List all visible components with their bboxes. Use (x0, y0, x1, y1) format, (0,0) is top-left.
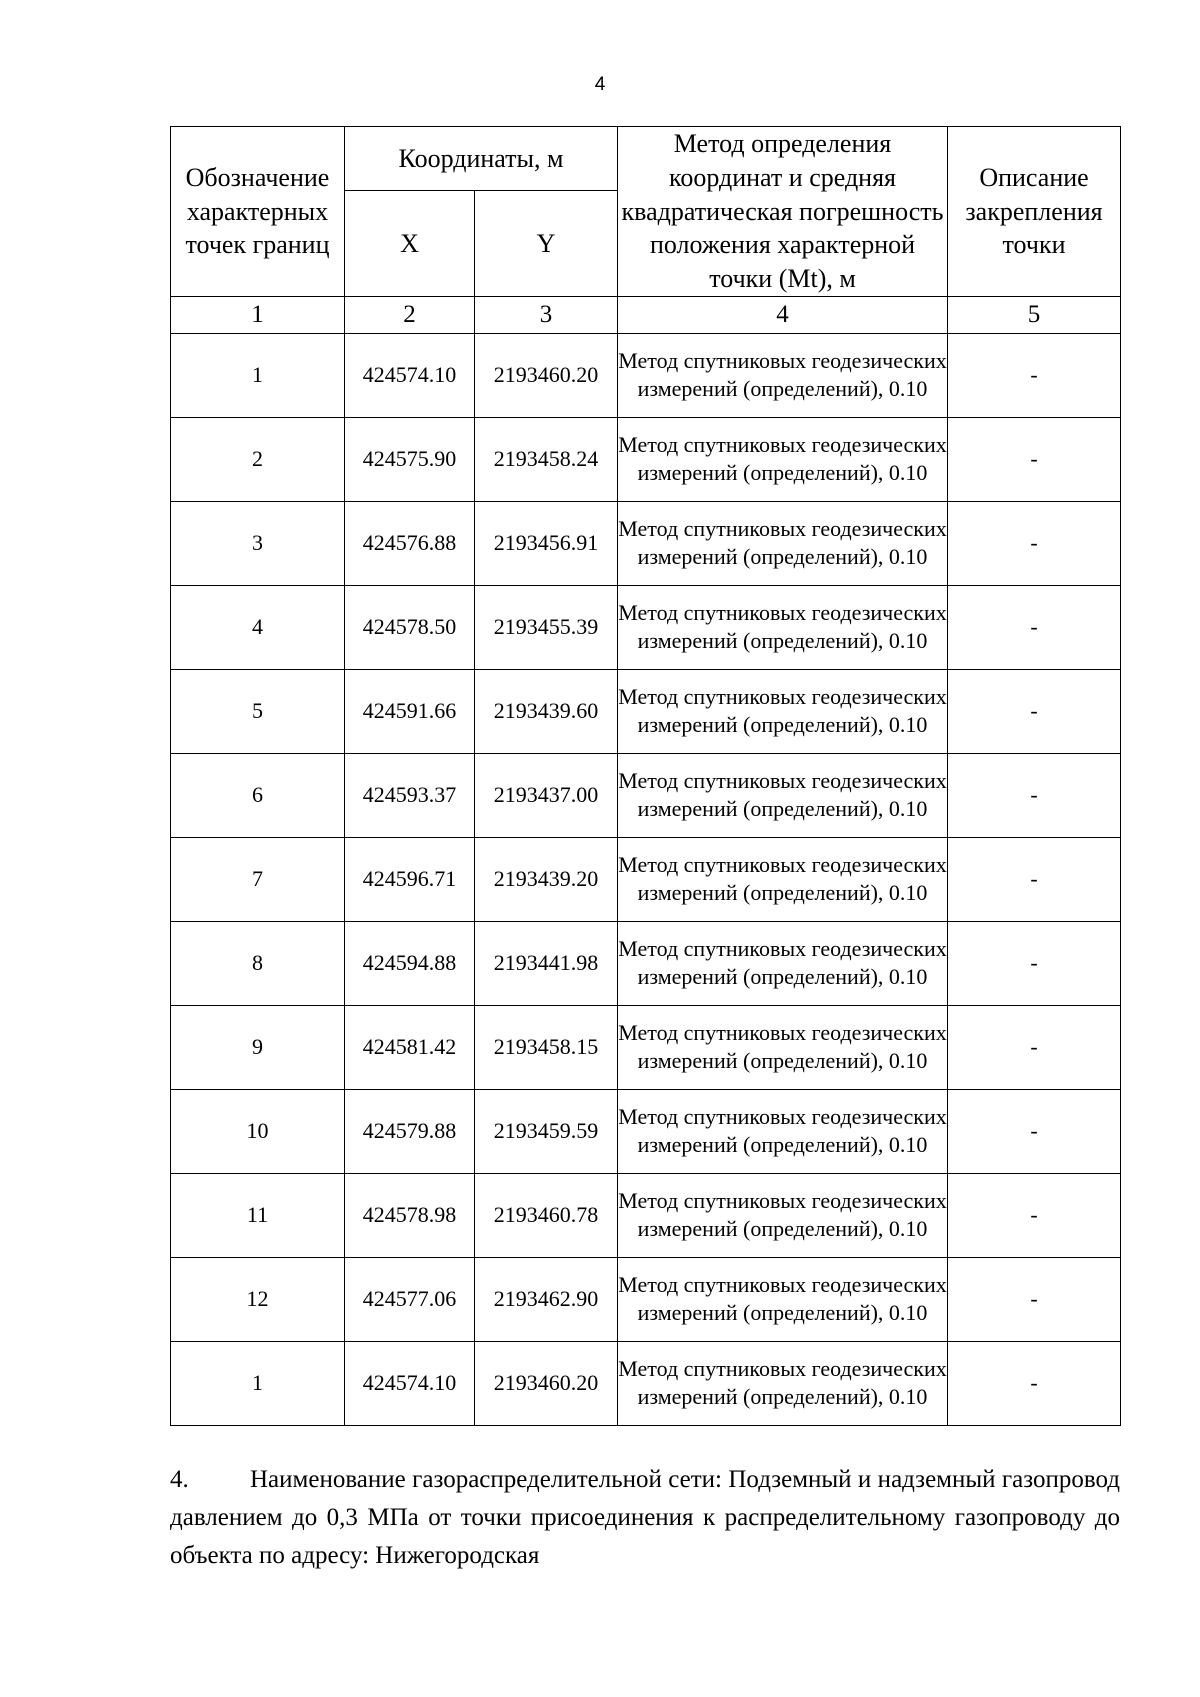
y-cell: 2193458.15 (475, 1005, 618, 1089)
x-cell: 424577.06 (345, 1257, 475, 1341)
description-cell: - (948, 1257, 1121, 1341)
y-cell: 2193462.90 (475, 1257, 618, 1341)
column-number: 2 (345, 296, 475, 333)
x-cell: 424574.10 (345, 1341, 475, 1425)
x-cell: 424591.66 (345, 669, 475, 753)
header-x: X (345, 191, 475, 297)
table-row (171, 1005, 1121, 1089)
x-cell: 424576.88 (345, 501, 475, 585)
method-cell: Метод спутниковых геодезических измерений (определений), 0.10 (618, 1005, 948, 1089)
point-cell: 12 (171, 1257, 345, 1341)
header-description: Описание закрепления точки (948, 127, 1121, 297)
description-cell: - (948, 753, 1121, 837)
column-numbers-row (171, 296, 1121, 333)
table-row (171, 1089, 1121, 1173)
method-cell: Метод спутниковых геодезических измерений (определений), 0.10 (618, 1089, 948, 1173)
coordinates-table (170, 126, 1121, 1426)
x-cell: 424578.98 (345, 1173, 475, 1257)
point-cell: 10 (171, 1089, 345, 1173)
description-cell: - (948, 1341, 1121, 1425)
header-designation: Обозначение характерных точек границ (171, 127, 345, 297)
x-cell: 424574.10 (345, 333, 475, 417)
header-method: Метод определения координат и средняя квадратическая погрешность положения характерной точки (Mt), м (618, 127, 948, 297)
table-row (171, 669, 1121, 753)
method-cell: Метод спутниковых геодезических измерений (определений), 0.10 (618, 753, 948, 837)
y-cell: 2193455.39 (475, 585, 618, 669)
method-cell: Метод спутниковых геодезических измерений (определений), 0.10 (618, 669, 948, 753)
table-row (171, 333, 1121, 417)
y-cell: 2193458.24 (475, 417, 618, 501)
description-cell: - (948, 669, 1121, 753)
x-cell: 424596.71 (345, 837, 475, 921)
table-row (171, 1257, 1121, 1341)
method-cell: Метод спутниковых геодезических измерений (определений), 0.10 (618, 921, 948, 1005)
point-cell: 6 (171, 753, 345, 837)
method-cell: Метод спутниковых геодезических измерений (определений), 0.10 (618, 837, 948, 921)
point-cell: 4 (171, 585, 345, 669)
method-cell: Метод спутниковых геодезических измерений (определений), 0.10 (618, 1173, 948, 1257)
description-cell: - (948, 837, 1121, 921)
paragraph-text: Наименование газораспределительной сети: Подземный и надземный газопровод давлением до 0,3 МПа от точки присоединения к распределительному газопроводу до объекта по адресу: Нижегородская (170, 1466, 1120, 1569)
method-cell: Метод спутниковых геодезических измерений (определений), 0.10 (618, 1341, 948, 1425)
description-cell: - (948, 501, 1121, 585)
point-cell: 5 (171, 669, 345, 753)
method-cell: Метод спутниковых геодезических измерений (определений), 0.10 (618, 501, 948, 585)
description-cell: - (948, 1089, 1121, 1173)
y-cell: 2193439.60 (475, 669, 618, 753)
method-cell: Метод спутниковых геодезических измерений (определений), 0.10 (618, 333, 948, 417)
gas-network-paragraph (170, 1461, 1120, 1575)
table-row (171, 1341, 1121, 1425)
x-cell: 424594.88 (345, 921, 475, 1005)
header-y: Y (475, 191, 618, 297)
x-cell: 424579.88 (345, 1089, 475, 1173)
x-cell: 424578.50 (345, 585, 475, 669)
x-cell: 424581.42 (345, 1005, 475, 1089)
point-cell: 9 (171, 1005, 345, 1089)
point-cell: 11 (171, 1173, 345, 1257)
description-cell: - (948, 1173, 1121, 1257)
x-cell: 424593.37 (345, 753, 475, 837)
table-row (171, 753, 1121, 837)
description-cell: - (948, 417, 1121, 501)
column-number: 4 (618, 296, 948, 333)
point-cell: 1 (171, 333, 345, 417)
table-row (171, 837, 1121, 921)
y-cell: 2193459.59 (475, 1089, 618, 1173)
point-cell: 3 (171, 501, 345, 585)
column-number: 5 (948, 296, 1121, 333)
y-cell: 2193460.20 (475, 1341, 618, 1425)
y-cell: 2193460.20 (475, 333, 618, 417)
method-cell: Метод спутниковых геодезических измерений (определений), 0.10 (618, 585, 948, 669)
description-cell: - (948, 1005, 1121, 1089)
column-number: 3 (475, 296, 618, 333)
header-coordinates: Координаты, м (345, 127, 618, 191)
page-number: 4 (594, 74, 606, 95)
y-cell: 2193441.98 (475, 921, 618, 1005)
table-row (171, 921, 1121, 1005)
x-cell: 424575.90 (345, 417, 475, 501)
point-cell: 1 (171, 1341, 345, 1425)
description-cell: - (948, 333, 1121, 417)
table-row (171, 501, 1121, 585)
point-cell: 8 (171, 921, 345, 1005)
y-cell: 2193439.20 (475, 837, 618, 921)
paragraph-number: 4. (170, 1466, 189, 1493)
table-row (171, 417, 1121, 501)
table-row (171, 585, 1121, 669)
y-cell: 2193437.00 (475, 753, 618, 837)
description-cell: - (948, 585, 1121, 669)
point-cell: 7 (171, 837, 345, 921)
point-cell: 2 (171, 417, 345, 501)
column-number: 1 (171, 296, 345, 333)
y-cell: 2193456.91 (475, 501, 618, 585)
table-row (171, 1173, 1121, 1257)
method-cell: Метод спутниковых геодезических измерений (определений), 0.10 (618, 1257, 948, 1341)
description-cell: - (948, 921, 1121, 1005)
y-cell: 2193460.78 (475, 1173, 618, 1257)
method-cell: Метод спутниковых геодезических измерений (определений), 0.10 (618, 417, 948, 501)
